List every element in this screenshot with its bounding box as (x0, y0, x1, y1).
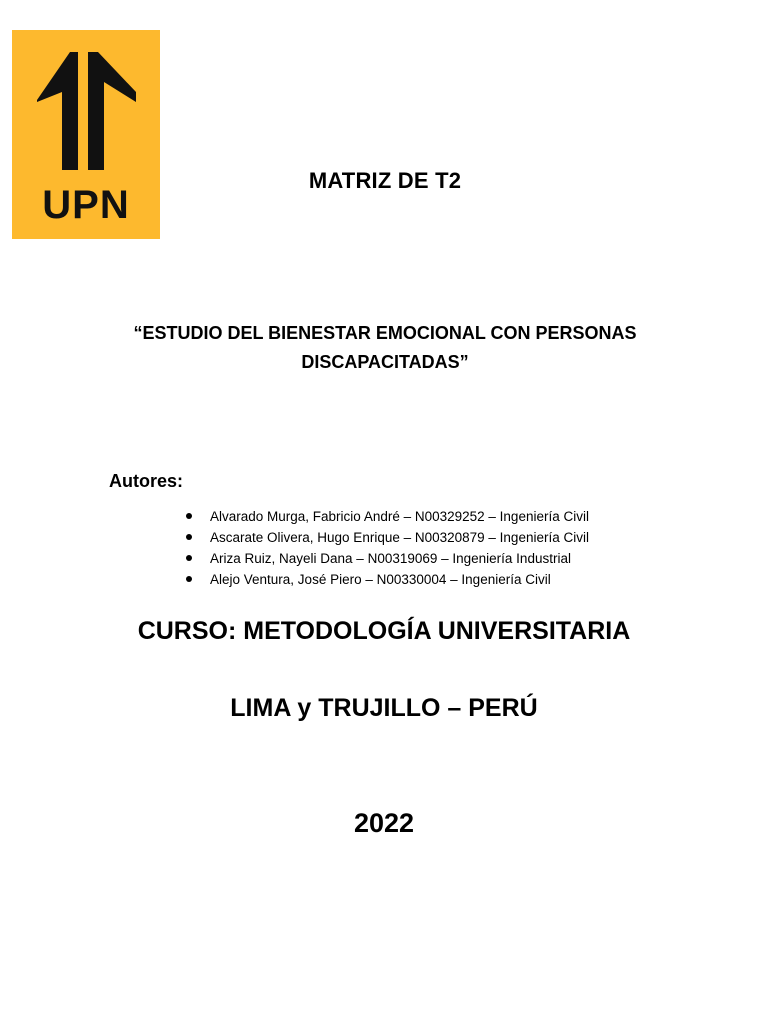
study-title-line-2: DISCAPACITADAS” (301, 352, 469, 372)
bullet-icon (186, 534, 192, 540)
author-item (186, 569, 589, 590)
author-text: Ariza Ruiz, Nayeli Dana – N00319069 – Ingeniería Industrial (210, 551, 571, 566)
author-item (186, 548, 589, 569)
study-title-line-1: “ESTUDIO DEL BIENESTAR EMOCIONAL CON PERSONAS (133, 323, 637, 343)
author-item (186, 506, 589, 527)
authors-heading: Autores: (109, 471, 184, 491)
bullet-icon (186, 513, 192, 519)
year: 2022 (353, 808, 415, 838)
course-title: CURSO: METODOLOGÍA UNIVERSITARIA (137, 617, 631, 645)
author-text: Ascarate Olivera, Hugo Enrique – N00320879 – Ingeniería Civil (210, 530, 589, 545)
author-text: Alejo Ventura, José Piero – N00330004 – Ingeniería Civil (210, 572, 551, 587)
bullet-icon (186, 555, 192, 561)
author-text: Alvarado Murga, Fabricio André – N00329252 – Ingeniería Civil (210, 509, 589, 524)
authors-list (186, 506, 589, 590)
author-item (186, 527, 589, 548)
place-line: LIMA y TRUJILLO – PERÚ (230, 694, 538, 722)
bullet-icon (186, 576, 192, 582)
svg-text:UPN: UPN (42, 183, 130, 227)
document-title: MATRIZ DE T2 (308, 168, 462, 193)
study-title (90, 319, 680, 377)
upn-logo (12, 30, 160, 239)
upn-logo-icon (12, 30, 160, 239)
